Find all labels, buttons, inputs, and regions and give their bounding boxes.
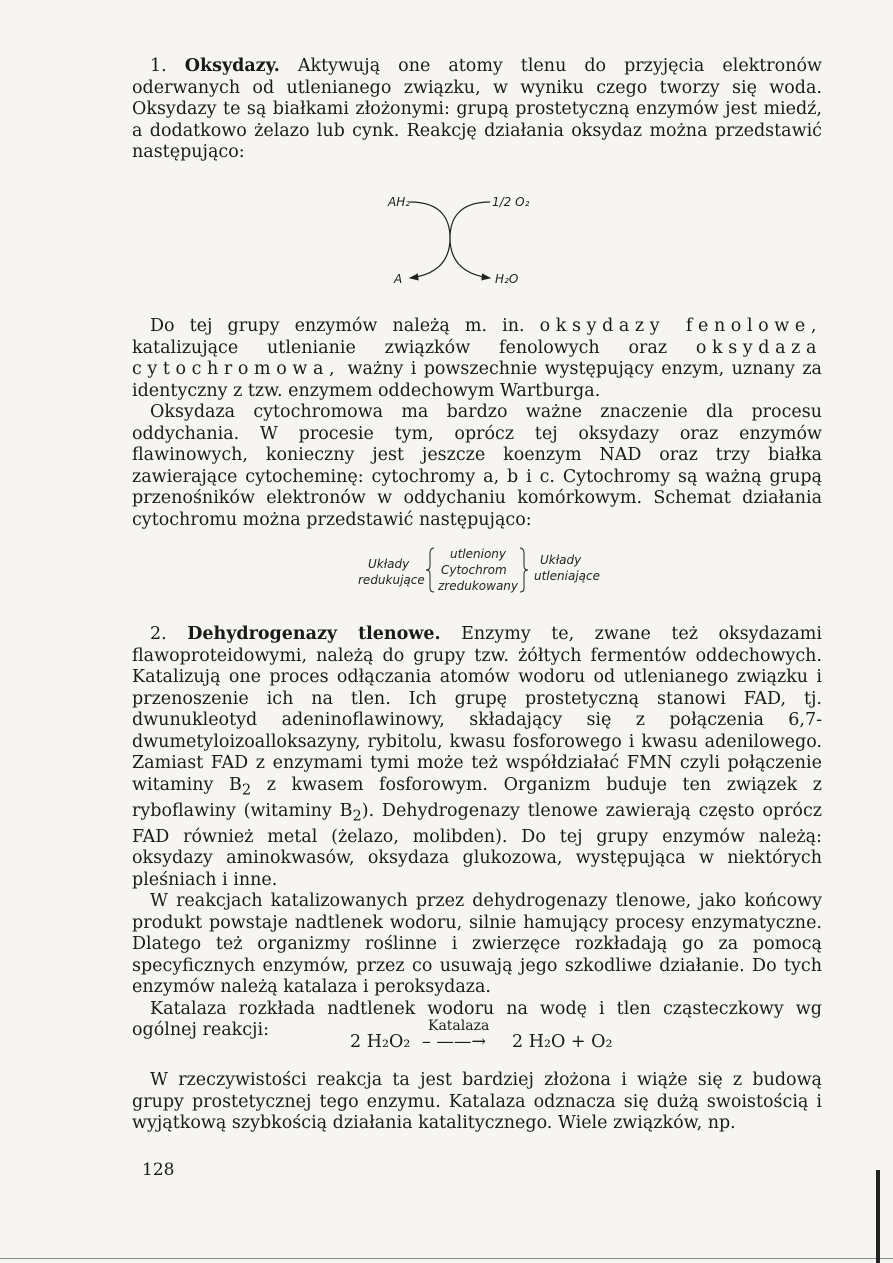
left-brace	[426, 548, 434, 592]
section-2	[132, 624, 822, 1042]
diagram-reduced: zredukowany	[438, 579, 519, 593]
diagram-cytochrome: Cytochrom	[441, 563, 507, 577]
diagram-left-line-2: redukujące	[358, 573, 425, 587]
diagram-h2o: H₂O	[495, 272, 519, 286]
paragraph-7: W rzeczywistości reakcja ta jest bardziej złożona i wiąże się z budową grupy prostetycznej tego enzymu. Katalaza odznacza się dużą swoistością i wyjątkową szybkością działania katalitycznego. Wiele związków, np.	[132, 1070, 822, 1133]
diagram-half-o2: 1/2 O₂	[492, 195, 530, 209]
diagram-left-line-1: Układy	[368, 557, 410, 571]
diagram-ah2: AH₂	[388, 195, 411, 209]
cytochrome-diagram	[350, 540, 610, 596]
section-1-paragraph: 1. Oksydazy. Aktywują one atomy tlenu do przyjęcia elektronów oderwanych od utlenianego związku, w wyniku czego tworzy się woda. Oksydazy te są białkami złożonymi: grupą prostetyczną enzymów jest miedź, a dodatkowo żelazo lub cynk. Reakcję działania oksydaz można przedstawić następująco:	[132, 56, 822, 162]
paragraph-5: W reakcjach katalizowanych przez dehydrogenazy tlenowe, jako końcowy produkt powstaje nadtlenek wodoru, silnie hamujący procesy enzymatyczne. Dlatego też organizmy roślinne i zwierzęce rozkładają go za pomocą specyficznych enzymów, przez co usuwają jego szkodliwe działanie. Do tych enzymów należą katalaza i peroksydaza.	[132, 891, 822, 997]
equation-lhs: 2 H₂O₂	[350, 1032, 411, 1052]
bottom-rule	[0, 1258, 893, 1259]
section-1	[132, 56, 822, 164]
catalase-equation	[350, 1018, 650, 1058]
page-edge-mark	[876, 1170, 880, 1263]
diagram-a: A	[394, 272, 403, 286]
paragraph-3: Oksydaza cytochromowa ma bardzo ważne znaczenie dla procesu oddychania. W procesie tym, oprócz tej oksydazy oraz enzymów flawinowych, konieczny jest jeszcze koenzym NAD oraz trzy białka zawierające cytocheminę: cytochromy a, b i c. Cytochromy są ważną grupą przenośników elektronów w oddychaniu komórkowym. Schemat działania cytochromu można przedstawić następująco:	[132, 402, 822, 530]
paragraph-2-block	[132, 316, 822, 531]
paragraph-6: Katalaza rozkłada nadtlenek wodoru na wodę i tlen cząsteczkowy wg ogólnej reakcji:	[132, 998, 822, 1040]
reaction-arc-left	[410, 202, 450, 278]
equation-catalyst: Katalaza	[428, 1018, 490, 1034]
oxidase-reaction-diagram	[380, 188, 540, 288]
page-number: 128	[142, 1160, 175, 1180]
right-brace	[520, 548, 528, 592]
paragraph-2: Do tej grupy enzymów należą m. in. oksydazy fenolowe, katalizujące utlenianie związków fenolowych oraz oksydaza cytochromowa, ważny i powszechnie występujący enzym, uznany za identyczny z tzw. enzymem oddechowym Wartburga.	[132, 316, 822, 401]
diagram-right-line-2: utleniające	[534, 569, 600, 583]
diagram-oxidized: utleniony	[450, 547, 507, 561]
section-1-title: Oksydazy.	[184, 56, 280, 76]
equation-rhs: 2 H₂O + O₂	[512, 1032, 613, 1052]
section-2-paragraph: 2. Dehydrogenazy tlenowe. Enzymy te, zwane też oksydazami flawoproteidowymi, należą do grupy tzw. żółtych fermentów oddechowych. Katalizują one proces odłączania atomów wodoru od utlenianego związku i przenoszenie ich na tlen. Ich grupę prostetyczną stanowi FAD, tj. dwunukleotyd adeninoflawinowy, składający się z połączenia 6,7-dwumetyloizoalloksazyny, rybitolu, kwasu fosforowego i kwasu adenilowego. Zamiast FAD z enzymami tymi może też współdziałać FMN czyli połączenie witaminy $B_2$ z kwasem fosforowym. Organizm buduje ten związek z ryboflawiny (witaminy $B_2$). Dehydrogenazy tlenowe zawierają często oprócz FAD również metal (żelazo, molibden). Do tej grupy enzymów należą: oksydazy aminokwasów, oksydaza glukozowa, występująca w niektórych pleśniach i inne.	[132, 624, 822, 890]
reaction-arc-right	[450, 202, 490, 278]
section-2-title: Dehydrogenazy tlenowe.	[187, 624, 441, 644]
paragraph-7-block	[132, 1070, 822, 1135]
diagram-right-line-1: Układy	[540, 553, 582, 567]
equation-arrow: – ——→	[422, 1032, 486, 1052]
